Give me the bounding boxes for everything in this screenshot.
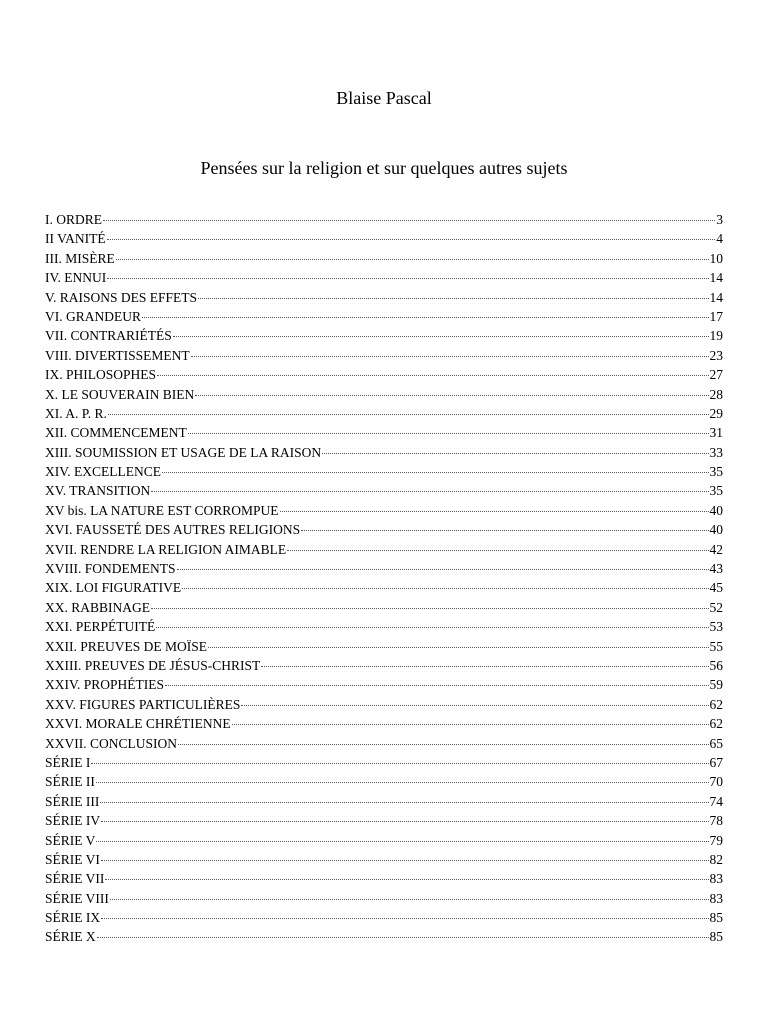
toc-entry[interactable] <box>45 617 723 636</box>
toc-entry[interactable] <box>45 520 723 539</box>
toc-entry-label: X. LE SOUVERAIN BIEN <box>45 386 195 402</box>
toc-entry[interactable] <box>45 869 723 888</box>
toc-entry-label: XX. RABBINAGE <box>45 599 151 615</box>
toc-entry-label: XII. COMMENCEMENT <box>45 425 187 441</box>
toc-leader-dots <box>105 879 708 880</box>
toc-entry[interactable] <box>45 443 723 462</box>
toc-entry[interactable] <box>45 404 723 423</box>
toc-entry-label: XIV. EXCELLENCE <box>45 464 161 480</box>
toc-entry-page: 85 <box>709 929 723 945</box>
toc-entry-label: XV. TRANSITION <box>45 483 151 499</box>
toc-leader-dots <box>108 414 709 415</box>
toc-entry-page: 40 <box>709 502 723 518</box>
toc-entry[interactable] <box>45 462 723 481</box>
toc-entry-page: 33 <box>709 444 723 460</box>
toc-entry-label: XV bis. LA NATURE EST CORROMPUE <box>45 502 279 518</box>
toc-entry[interactable] <box>45 481 723 500</box>
toc-entry-label: XI. A. P. R. <box>45 405 107 421</box>
toc-leader-dots <box>195 395 708 396</box>
toc-leader-dots <box>100 802 708 803</box>
toc-entry[interactable] <box>45 249 723 268</box>
toc-leader-dots <box>173 336 709 337</box>
toc-entry-page: 59 <box>709 677 723 693</box>
toc-entry-label: XVII. RENDRE LA RELIGION AIMABLE <box>45 541 287 557</box>
toc-leader-dots <box>188 433 709 434</box>
toc-leader-dots <box>322 453 708 454</box>
toc-entry-label: XXVII. CONCLUSION <box>45 735 177 751</box>
toc-leader-dots <box>151 491 708 492</box>
toc-entry-page: 83 <box>709 890 723 906</box>
toc-entry-label: XXII. PREUVES DE MOÏSE <box>45 638 207 654</box>
toc-entry[interactable] <box>45 288 723 307</box>
toc-entry-label: SÉRIE VII <box>45 871 105 887</box>
toc-entry-label: XXVI. MORALE CHRÉTIENNE <box>45 716 231 732</box>
toc-entry-page: 43 <box>709 561 723 577</box>
toc-leader-dots <box>165 685 708 686</box>
toc-entry-page: 55 <box>709 638 723 654</box>
toc-entry-page: 62 <box>709 716 723 732</box>
toc-entry-page: 23 <box>709 347 723 363</box>
toc-entry[interactable] <box>45 734 723 753</box>
toc-entry-page: 14 <box>709 270 723 286</box>
toc-leader-dots <box>241 705 708 706</box>
toc-leader-dots <box>96 841 708 842</box>
toc-entry[interactable] <box>45 268 723 287</box>
toc-entry-page: 31 <box>709 425 723 441</box>
toc-entry[interactable] <box>45 346 723 365</box>
author-name: Blaise Pascal <box>336 88 432 108</box>
toc-entry[interactable] <box>45 637 723 656</box>
toc-leader-dots <box>198 298 708 299</box>
toc-entry-label: IX. PHILOSOPHES <box>45 367 157 383</box>
toc-leader-dots <box>261 666 708 667</box>
toc-entry-label: XIX. LOI FIGURATIVE <box>45 580 182 596</box>
toc-leader-dots <box>101 821 708 822</box>
toc-leader-dots <box>91 763 708 764</box>
toc-entry-page: 62 <box>709 696 723 712</box>
toc-entry-page: 35 <box>709 483 723 499</box>
toc-entry-label: XIII. SOUMISSION ET USAGE DE LA RAISON <box>45 444 322 460</box>
toc-entry[interactable] <box>45 675 723 694</box>
toc-entry-page: 19 <box>709 328 723 344</box>
toc-entry[interactable] <box>45 831 723 850</box>
toc-leader-dots <box>232 724 709 725</box>
toc-leader-dots <box>157 375 708 376</box>
toc-entry[interactable] <box>45 210 723 229</box>
toc-entry[interactable] <box>45 365 723 384</box>
toc-leader-dots <box>156 627 708 628</box>
toc-entry-page: 53 <box>709 619 723 635</box>
toc-leader-dots <box>162 472 709 473</box>
toc-leader-dots <box>110 899 709 900</box>
toc-leader-dots <box>96 782 709 783</box>
toc-entry-label: XXIII. PREUVES DE JÉSUS-CHRIST <box>45 657 261 673</box>
toc-entry-label: XXIV. PROPHÉTIES <box>45 677 165 693</box>
document-title: Pensées sur la religion et sur quelques autres sujets <box>200 158 568 178</box>
toc-entry-page: 52 <box>709 599 723 615</box>
toc-entry[interactable] <box>45 385 723 404</box>
toc-entry-label: SÉRIE VI <box>45 851 100 867</box>
toc-leader-dots <box>107 278 708 279</box>
toc-entry-page: 65 <box>709 735 723 751</box>
toc-entry-label: VI. GRANDEUR <box>45 308 141 324</box>
toc-entry-label: SÉRIE IX <box>45 910 101 926</box>
toc-entry-label: I. ORDRE <box>45 212 102 227</box>
toc-leader-dots <box>107 239 716 240</box>
toc-entry[interactable] <box>45 927 723 946</box>
toc-entry-page: 10 <box>709 250 723 266</box>
toc-entry-page: 14 <box>709 289 723 305</box>
toc-entry[interactable] <box>45 559 723 578</box>
toc-entry-page: 85 <box>709 910 723 926</box>
table-of-contents <box>45 210 723 947</box>
toc-entry-page: 3 <box>716 212 723 227</box>
toc-leader-dots <box>280 511 709 512</box>
toc-leader-dots <box>97 937 709 938</box>
toc-entry[interactable] <box>45 850 723 869</box>
toc-entry-label: SÉRIE III <box>45 793 100 809</box>
toc-leader-dots <box>178 744 709 745</box>
toc-entry-page: 56 <box>709 657 723 673</box>
toc-leader-dots <box>116 259 709 260</box>
toc-entry[interactable] <box>45 578 723 597</box>
toc-entry-label: XVIII. FONDEMENTS <box>45 561 176 577</box>
toc-entry-page: 17 <box>709 308 723 324</box>
toc-entry-page: 45 <box>709 580 723 596</box>
toc-entry-label: SÉRIE I <box>45 754 91 770</box>
toc-entry-page: 74 <box>709 793 723 809</box>
toc-entry[interactable] <box>45 908 723 927</box>
toc-entry-page: 35 <box>709 464 723 480</box>
toc-entry[interactable] <box>45 811 723 830</box>
toc-leader-dots <box>103 220 715 221</box>
toc-entry-label: SÉRIE V <box>45 832 96 848</box>
toc-entry-label: SÉRIE II <box>45 774 95 790</box>
toc-entry-page: 28 <box>709 386 723 402</box>
toc-entry-page: 83 <box>709 871 723 887</box>
toc-leader-dots <box>142 317 709 318</box>
toc-entry-label: SÉRIE X <box>45 929 96 945</box>
toc-entry-label: V. RAISONS DES EFFETS <box>45 289 198 305</box>
toc-entry-label: VIII. DIVERTISSEMENT <box>45 347 190 363</box>
toc-entry-page: 82 <box>709 851 723 867</box>
toc-entry[interactable] <box>45 714 723 733</box>
toc-leader-dots <box>208 647 709 648</box>
toc-entry-page: 29 <box>709 405 723 421</box>
toc-entry[interactable] <box>45 307 723 326</box>
toc-entry[interactable] <box>45 656 723 675</box>
toc-entry-page: 40 <box>709 522 723 538</box>
toc-entry-label: SÉRIE VIII <box>45 890 109 906</box>
toc-entry[interactable] <box>45 695 723 714</box>
toc-leader-dots <box>191 356 709 357</box>
toc-entry-label: SÉRIE IV <box>45 813 101 829</box>
toc-leader-dots <box>287 550 708 551</box>
toc-entry[interactable] <box>45 753 723 772</box>
toc-entry-page: 27 <box>709 367 723 383</box>
toc-entry-label: II VANITÉ <box>45 231 106 247</box>
toc-entry[interactable] <box>45 501 723 520</box>
toc-leader-dots <box>101 860 709 861</box>
toc-entry[interactable] <box>45 540 723 559</box>
toc-entry[interactable] <box>45 326 723 345</box>
toc-entry-label: VII. CONTRARIÉTÉS <box>45 328 172 344</box>
toc-entry[interactable] <box>45 423 723 442</box>
toc-entry[interactable] <box>45 598 723 617</box>
toc-entry[interactable] <box>45 772 723 791</box>
toc-entry-label: XXI. PERPÉTUITÉ <box>45 619 156 635</box>
toc-entry-label: IV. ENNUI <box>45 270 107 286</box>
toc-leader-dots <box>151 608 708 609</box>
toc-leader-dots <box>182 588 708 589</box>
toc-entry-page: 70 <box>709 774 723 790</box>
toc-entry-page: 67 <box>709 754 723 770</box>
toc-leader-dots <box>177 569 709 570</box>
toc-entry-label: XXV. FIGURES PARTICULIÈRES <box>45 696 241 712</box>
toc-entry-page: 4 <box>716 231 723 247</box>
toc-entry[interactable] <box>45 229 723 248</box>
toc-entry[interactable] <box>45 889 723 908</box>
toc-entry-label: III. MISÈRE <box>45 250 115 266</box>
toc-entry-page: 42 <box>709 541 723 557</box>
toc-leader-dots <box>101 918 708 919</box>
toc-entry-page: 79 <box>709 832 723 848</box>
toc-entry[interactable] <box>45 792 723 811</box>
toc-entry-page: 78 <box>709 813 723 829</box>
toc-entry-label: XVI. FAUSSETÉ DES AUTRES RELIGIONS <box>45 522 301 538</box>
toc-leader-dots <box>301 530 708 531</box>
